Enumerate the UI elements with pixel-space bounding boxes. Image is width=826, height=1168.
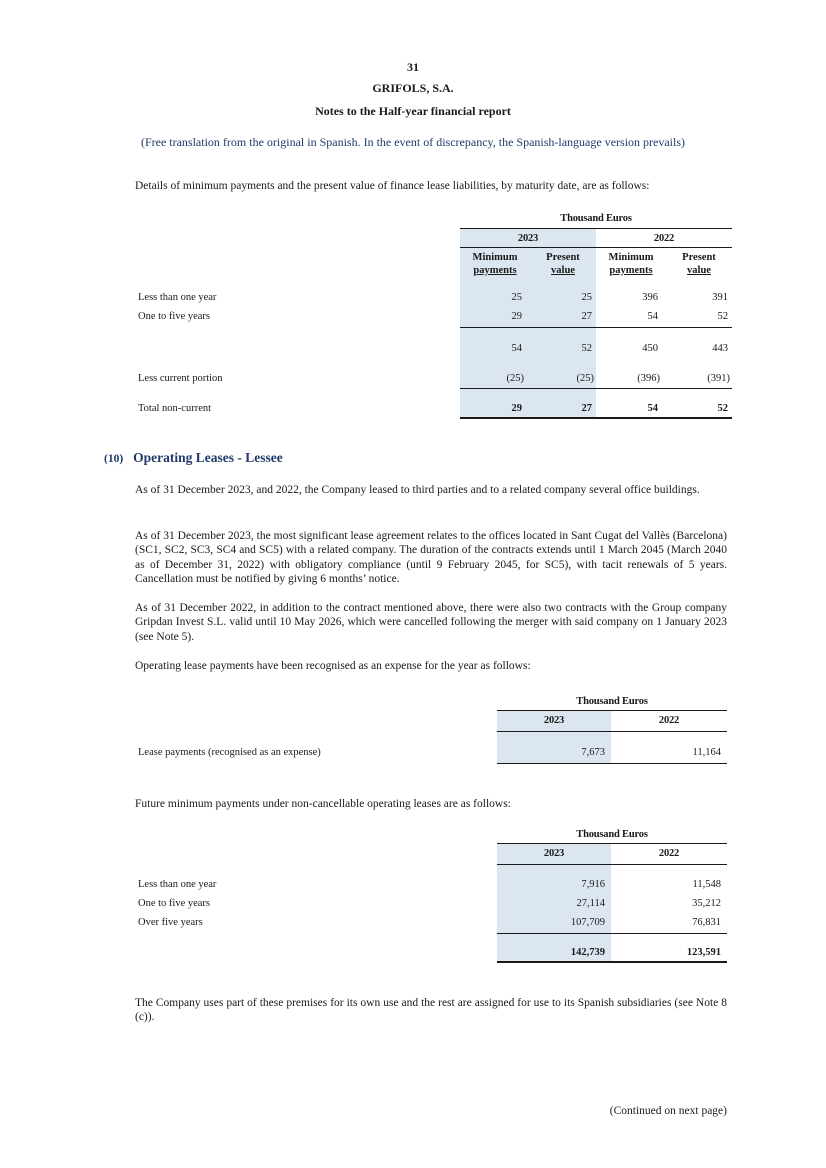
table-row-label: Lease payments (recognised as an expense)	[138, 747, 321, 758]
lease-year-2022: 2022	[658, 715, 680, 726]
table-row-label: Less current portion	[138, 373, 223, 384]
section-number: (10)	[104, 453, 124, 465]
rule	[497, 763, 727, 764]
table-cell: 443	[712, 343, 728, 354]
table-cell: 396	[642, 292, 658, 303]
report-subtitle: Notes to the Half-year financial report	[315, 104, 511, 118]
col-label: Minimum	[608, 252, 654, 263]
table-cell: 391	[712, 292, 728, 303]
paragraph: As of 31 December 2023, and 2022, the Company leased to third parties and to a related company several office buildings.	[135, 484, 700, 496]
rule	[497, 843, 727, 844]
table-cell: (25)	[576, 373, 594, 384]
col-min-2023	[462, 251, 528, 277]
col-pv-2022	[668, 251, 730, 277]
table-row-label: Less than one year	[138, 292, 217, 303]
table-cell: 52	[717, 403, 728, 414]
future-year-2023: 2023	[543, 848, 565, 859]
rule	[497, 710, 727, 711]
table-cell: 54	[511, 343, 522, 354]
table-cell: 27	[581, 311, 592, 322]
paragraph: Future minimum payments under non-cancellable operating leases are as follows:	[135, 798, 511, 810]
col-label: payments	[609, 265, 653, 276]
table-cell: (396)	[637, 373, 660, 384]
col-label: Present	[546, 252, 580, 263]
table-cell: 11,164	[692, 747, 721, 758]
table-cell: 25	[511, 292, 522, 303]
table-cell-total: 142,739	[570, 947, 605, 958]
table-cell: 54	[647, 403, 658, 414]
table-cell: 25	[581, 292, 592, 303]
table-row-label: Less than one year	[138, 879, 217, 890]
table-cell: (25)	[506, 373, 524, 384]
table-cell: 11,548	[692, 879, 721, 890]
table-cell: 29	[511, 403, 522, 414]
rule	[460, 228, 732, 229]
page-number: 31	[407, 60, 419, 74]
table-cell: 7,916	[581, 879, 605, 890]
table-cell: 7,673	[581, 747, 605, 758]
rule	[497, 933, 727, 934]
table-row-label: Over five years	[138, 917, 203, 928]
table-cell: 54	[647, 311, 658, 322]
section-heading	[104, 450, 283, 466]
col-label: payments	[473, 265, 517, 276]
table-cell: 52	[717, 311, 728, 322]
finance-lease-intro: Details of minimum payments and the present value of finance lease liabilities, by maturity date, are as follows:	[135, 180, 650, 192]
company-name: GRIFOLS, S.A.	[372, 81, 454, 95]
col-label: value	[687, 265, 711, 276]
rule	[497, 731, 727, 732]
table-cell: 52	[581, 343, 592, 354]
paragraph: As of 31 December 2023, the most significant lease agreement relates to the offices located in Sant Cugat del Vallès (Barcelona) (SC1, SC2, SC3, SC4 and SC5) with a related company. The duration of the contracts extends until 1 March 2045 (March 2040 as of December 31, 2022) with obligatory compliance (until 9 February 2045, for SC5), with tacit renewals of 5 years. Cancellation must be notified by giving 6 months’ notice.	[135, 530, 727, 585]
rule	[497, 864, 727, 865]
col-label: Present	[682, 252, 716, 263]
future-unit-label: Thousand Euros	[576, 829, 648, 840]
col-label: value	[551, 265, 575, 276]
rule	[460, 327, 732, 328]
section-title: Operating Leases - Lessee	[133, 450, 283, 465]
table-cell: 76,831	[692, 917, 721, 928]
continued-note: (Continued on next page)	[609, 1105, 727, 1117]
table-cell: 27,114	[576, 898, 605, 909]
rule	[497, 961, 727, 963]
rule	[460, 388, 732, 389]
table-row-label: One to five years	[138, 311, 211, 322]
finance-unit-label: Thousand Euros	[560, 213, 632, 224]
translation-disclaimer: (Free translation from the original in Spanish. In the event of discrepancy, the Spanish-language version prevails)	[140, 135, 686, 149]
table-cell: 107,709	[570, 917, 605, 928]
rule	[460, 417, 732, 419]
table-row-label: Total non-current	[138, 403, 212, 414]
paragraph: Operating lease payments have been recognised as an expense for the year as follows:	[135, 660, 531, 672]
table-cell-total: 123,591	[686, 947, 721, 958]
paragraph: As of 31 December 2022, in addition to the contract mentioned above, there were also two contracts with the Group company Gripdan Invest S.L. valid until 10 May 2026, which were cancelled following the merger with said company on 1 January 2023 (see Note 5).	[135, 602, 727, 643]
col-label: Minimum	[472, 252, 518, 263]
lease-unit-label: Thousand Euros	[576, 696, 648, 707]
table-row-label: One to five years	[138, 898, 211, 909]
table-cell: 450	[642, 343, 658, 354]
finance-year-2023: 2023	[517, 233, 539, 244]
table-cell: 29	[511, 311, 522, 322]
table-cell: 27	[581, 403, 592, 414]
table-cell: 35,212	[692, 898, 721, 909]
col-min-2022	[598, 251, 664, 277]
lease-year-2023: 2023	[543, 715, 565, 726]
table-cell: (391)	[707, 373, 730, 384]
rule	[460, 247, 732, 248]
future-year-2022: 2022	[658, 848, 680, 859]
col-pv-2023	[532, 251, 594, 277]
finance-year-2022: 2022	[653, 233, 675, 244]
paragraph: The Company uses part of these premises for its own use and the rest are assigned for use to its Spanish subsidiaries (see Note 8 (c)).	[135, 997, 727, 1024]
